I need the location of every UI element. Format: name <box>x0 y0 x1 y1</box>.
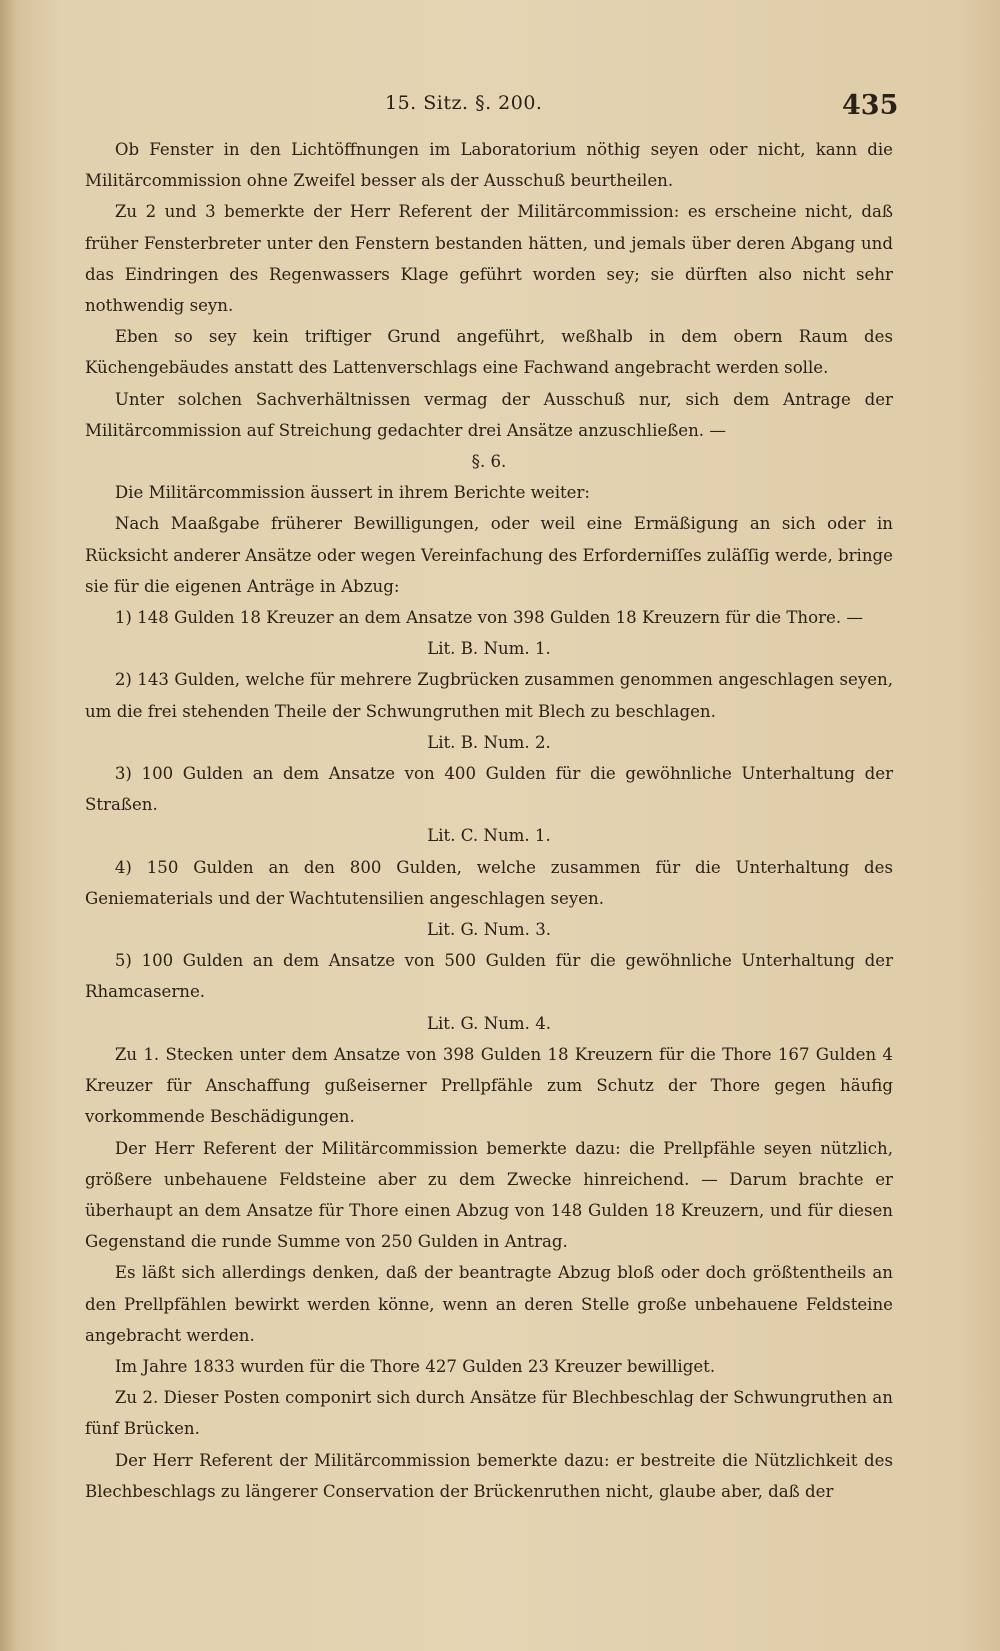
paragraph: Unter solchen Sachverhältnissen vermag der Ausschuß nur, sich dem Antrage der Militärcommission auf Streichung gedachter drei Ansätze anzuschließen. — <box>85 389 893 440</box>
paragraph: Der Herr Referent der Militärcommission bemerkte dazu: die Prellpfähle seyen nützlich, größere unbehauene Feldsteine aber zu dem Zwecke hinreichend. — Darum brachte er überhaupt an dem Ansatze für Thore einen Abzug von 148 Gulden 18 Kreuzern, und für diesen Gegenstand die runde Summe von 250 Gulden in Antrag. <box>85 1138 893 1252</box>
paragraph: Zu 1. Stecken unter dem Ansatze von 398 Gulden 18 Kreuzern für die Thore 167 Gulden 4 Kreuzer für Anschaffung gußeiserner Prellpfähle zum Schutz der Thore gegen häufig vorkommende Beschädigungen. <box>85 1044 893 1127</box>
list-item: 3) 100 Gulden an dem Ansatze von 400 Gulden für die gewöhnliche Unterhaltung der Straßen. <box>85 764 893 815</box>
paragraph: Der Herr Referent der Militärcommission bemerkte dazu: er bestreite die Nützlichkeit des Blechbeschlags zu längerer Conservation der Brückenruthen nicht, glaube aber, daß der <box>85 1450 893 1501</box>
paragraph: Im Jahre 1833 wurden für die Thore 427 Gulden 23 Kreuzer bewilliget. <box>114 1356 716 1376</box>
list-item: 2) 143 Gulden, welche für mehrere Zugbrücken zusammen genommen angeschlagen seyen, um die frei stehenden Theile der Schwungruthen mit Blech zu beschlagen. <box>85 670 893 721</box>
list-item: 4) 150 Gulden an den 800 Gulden, welche zusammen für die Unterhaltung des Geniematerials und der Wachtutensilien angeschlagen seyen. <box>85 857 893 908</box>
paragraph: Zu 2 und 3 bemerkte der Herr Referent der Militärcommission: es erscheine nicht, daß früher Fensterbreter unter den Fenstern bestanden hätten, und jemals über deren Abgang und das Eindringen des Regenwassers Klage geführt worden sey; sie dürften also nicht sehr nothwendig seyn. <box>85 202 893 316</box>
page-header <box>0 92 1000 132</box>
reference-label: Lit. B. Num. 2. <box>427 732 551 752</box>
paragraph: Eben so sey kein triftiger Grund angeführt, weßhalb in dem obern Raum des Küchengebäudes anstatt des Lattenverschlags eine Fachwand angebracht werden solle. <box>85 327 893 378</box>
reference-label: Lit. G. Num. 4. <box>426 1013 552 1033</box>
body-text <box>85 134 893 1507</box>
paragraph: Ob Fenster in den Lichtöffnungen im Laboratorium nöthig seyen oder nicht, kann die Militärcommission ohne Zweifel besser als der Ausschuß beurtheilen. <box>85 140 893 191</box>
paragraph: Nach Maaßgabe früherer Bewilligungen, oder weil eine Ermäßigung an sich oder in Rücksicht anderer Ansätze oder wegen Vereinfachung des Erforderniſſes zuläſſig werde, bringe sie für die eigenen Anträge in Abzug: <box>85 514 893 596</box>
page-number: 435 <box>842 90 899 121</box>
section-heading: §. 6. <box>471 452 507 472</box>
reference-label: Lit. B. Num. 1. <box>427 639 551 659</box>
reference-label: Lit. C. Num. 1. <box>427 826 551 846</box>
running-head: 15. Sitz. §. 200. <box>385 92 543 114</box>
list-item: 5) 100 Gulden an dem Ansatze von 500 Gulden für die gewöhnliche Unterhaltung der Rhamcaserne. <box>85 951 893 1002</box>
list-item: 1) 148 Gulden 18 Kreuzer an dem Ansatze von 398 Gulden 18 Kreuzern für die Thore. — <box>114 608 863 628</box>
reference-label: Lit. G. Num. 3. <box>426 920 552 940</box>
paragraph: Die Militärcommission äussert in ihrem Berichte weiter: <box>114 483 591 503</box>
paragraph: Es läßt sich allerdings denken, daß der beantragte Abzug bloß oder doch größtentheils an den Prellpfählen bewirkt werden könne, wenn an deren Stelle große unbehauene Feldsteine angebracht werden. <box>85 1263 893 1345</box>
paragraph: Zu 2. Dieser Posten componirt sich durch Ansätze für Blechbeschlag der Schwungruthen an fünf Brücken. <box>85 1388 893 1439</box>
